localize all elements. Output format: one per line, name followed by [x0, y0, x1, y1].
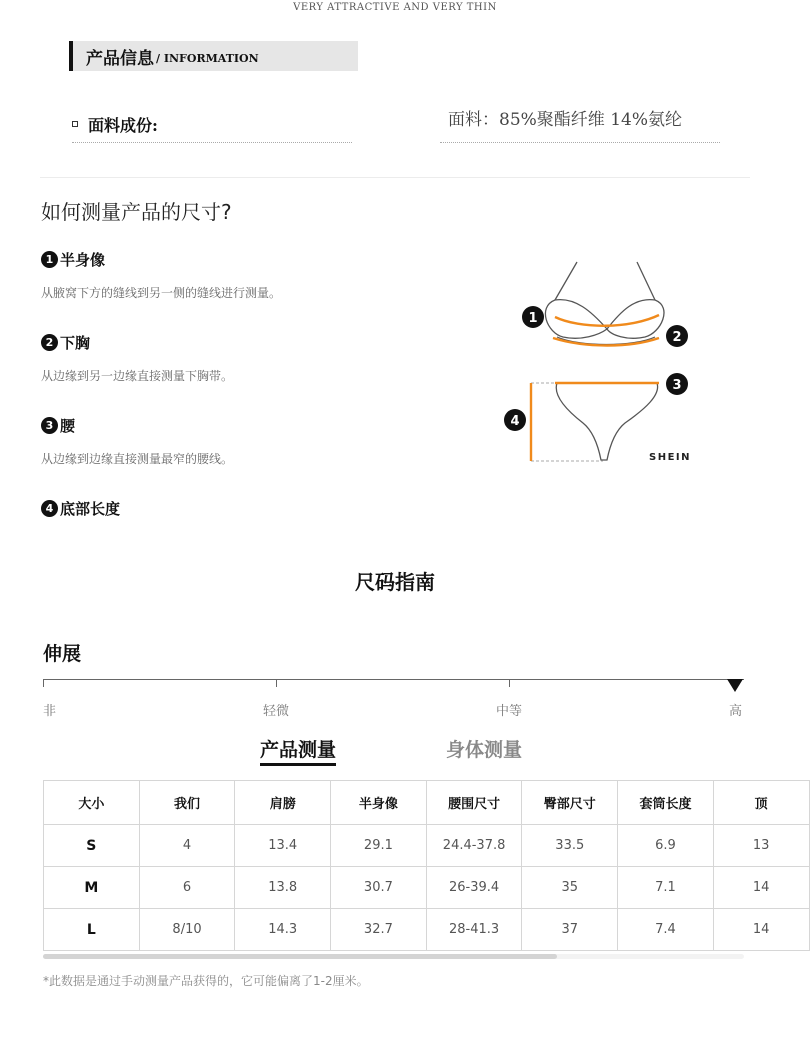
column-header: 我们 — [139, 781, 235, 825]
scale-line — [43, 679, 744, 680]
stretch-marker-icon — [727, 679, 743, 692]
svg-text:1: 1 — [528, 311, 538, 326]
size-table-container[interactable] — [43, 780, 770, 961]
tab-body-measurement[interactable]: 身体测量 — [446, 739, 523, 761]
diagram-badge-2 — [666, 325, 688, 347]
svg-text:4: 4 — [510, 414, 520, 429]
column-header: 半身像 — [331, 781, 427, 825]
number-3-icon: 3 — [41, 417, 58, 434]
measure-item-name: 下胸 — [60, 334, 91, 352]
table-cell: S — [44, 825, 140, 867]
top-tagline: VERY ATTRACTIVE AND VERY THIN — [293, 2, 497, 13]
stretch-scale — [43, 676, 744, 719]
table-cell: 4 — [139, 825, 235, 867]
table-cell: L — [44, 909, 140, 951]
measure-item-bottom-length — [41, 498, 120, 519]
column-header: 腰围尺寸 — [426, 781, 522, 825]
number-4-icon: 4 — [41, 500, 58, 517]
section-divider — [40, 177, 750, 178]
diagram-badge-4 — [504, 409, 526, 431]
info-header-en: / INFORMATION — [156, 51, 259, 65]
table-cell: 24.4-37.8 — [426, 825, 522, 867]
table-cell: 37 — [522, 909, 618, 951]
column-header: 大小 — [44, 781, 140, 825]
measure-item-bust — [41, 249, 281, 301]
table-cell: 8/10 — [139, 909, 235, 951]
table-cell: 13.4 — [235, 825, 331, 867]
table-cell: 7.1 — [618, 867, 714, 909]
footnote: *此数据是通过手动测量产品获得的，它可能偏离了1-2厘米。 — [43, 974, 369, 988]
table-cell: 26-39.4 — [426, 867, 522, 909]
number-2-icon: 2 — [41, 334, 58, 351]
size-guide-title: 尺码指南 — [355, 570, 435, 594]
svg-text:2: 2 — [672, 330, 682, 345]
table-row — [44, 867, 810, 909]
table-row — [44, 825, 810, 867]
table-cell: 14 — [713, 909, 809, 951]
column-header: 套筒长度 — [618, 781, 714, 825]
tab-product-measurement[interactable]: 产品测量 — [260, 735, 336, 766]
table-cell: 13.8 — [235, 867, 331, 909]
stretch-level-slight: 轻微 — [263, 704, 290, 719]
scrollbar-thumb[interactable] — [43, 954, 557, 959]
scale-tick — [43, 679, 44, 687]
column-header: 肩膀 — [235, 781, 331, 825]
table-cell: 7.4 — [618, 909, 714, 951]
info-header-cn: 产品信息 — [86, 48, 154, 69]
scale-tick — [276, 679, 277, 687]
table-header-row — [44, 781, 810, 825]
measure-item-name: 底部长度 — [60, 500, 121, 518]
table-horizontal-scrollbar[interactable] — [43, 954, 744, 959]
table-cell: 32.7 — [331, 909, 427, 951]
stretch-level-medium: 中等 — [496, 704, 523, 719]
size-table — [43, 780, 810, 951]
bikini-illustration — [495, 255, 705, 470]
table-row — [44, 909, 810, 951]
measure-item-name: 腰 — [60, 417, 76, 435]
measure-item-name: 半身像 — [60, 251, 106, 269]
stretch-level-high: 高 — [729, 704, 743, 719]
how-to-measure-title: 如何测量产品的尺寸? — [41, 200, 232, 224]
stretch-level-none: 非 — [43, 704, 57, 719]
table-cell: 14.3 — [235, 909, 331, 951]
measurement-tabs — [0, 735, 790, 767]
table-cell: M — [44, 867, 140, 909]
measure-item-waist — [41, 415, 233, 467]
measure-item-underbust — [41, 332, 233, 384]
table-cell: 13 — [713, 825, 809, 867]
table-cell: 35 — [522, 867, 618, 909]
table-cell: 29.1 — [331, 825, 427, 867]
square-bullet-icon — [72, 121, 78, 127]
table-cell: 6.9 — [618, 825, 714, 867]
table-cell: 33.5 — [522, 825, 618, 867]
table-cell: 28-41.3 — [426, 909, 522, 951]
svg-text:3: 3 — [672, 378, 682, 393]
table-cell: 30.7 — [331, 867, 427, 909]
measure-item-desc: 从边缘到边缘直接测量最窄的腰线。 — [41, 452, 234, 466]
number-1-icon: 1 — [41, 251, 58, 268]
product-info-header — [69, 41, 358, 71]
column-header: 臀部尺寸 — [522, 781, 618, 825]
diagram-badge-3 — [666, 373, 688, 395]
stretch-title: 伸展 — [43, 643, 82, 665]
brand-logo: SHEIN — [649, 452, 691, 463]
scale-tick — [509, 679, 510, 687]
measure-item-desc: 从腋窝下方的缝线到另一侧的缝线进行测量。 — [41, 286, 282, 300]
bikini-measurement-diagram — [495, 255, 705, 470]
measure-item-desc: 从边缘到另一边缘直接测量下胸带。 — [41, 369, 234, 383]
table-cell: 6 — [139, 867, 235, 909]
fabric-label-text: 面料成份: — [88, 115, 158, 135]
fabric-value: 面料：85%聚酯纤维 14%氨纶 — [440, 100, 720, 143]
table-cell: 14 — [713, 867, 809, 909]
fabric-row — [0, 100, 790, 146]
diagram-badge-1 — [522, 306, 544, 328]
fabric-label — [72, 106, 352, 143]
column-header: 顶 — [713, 781, 809, 825]
